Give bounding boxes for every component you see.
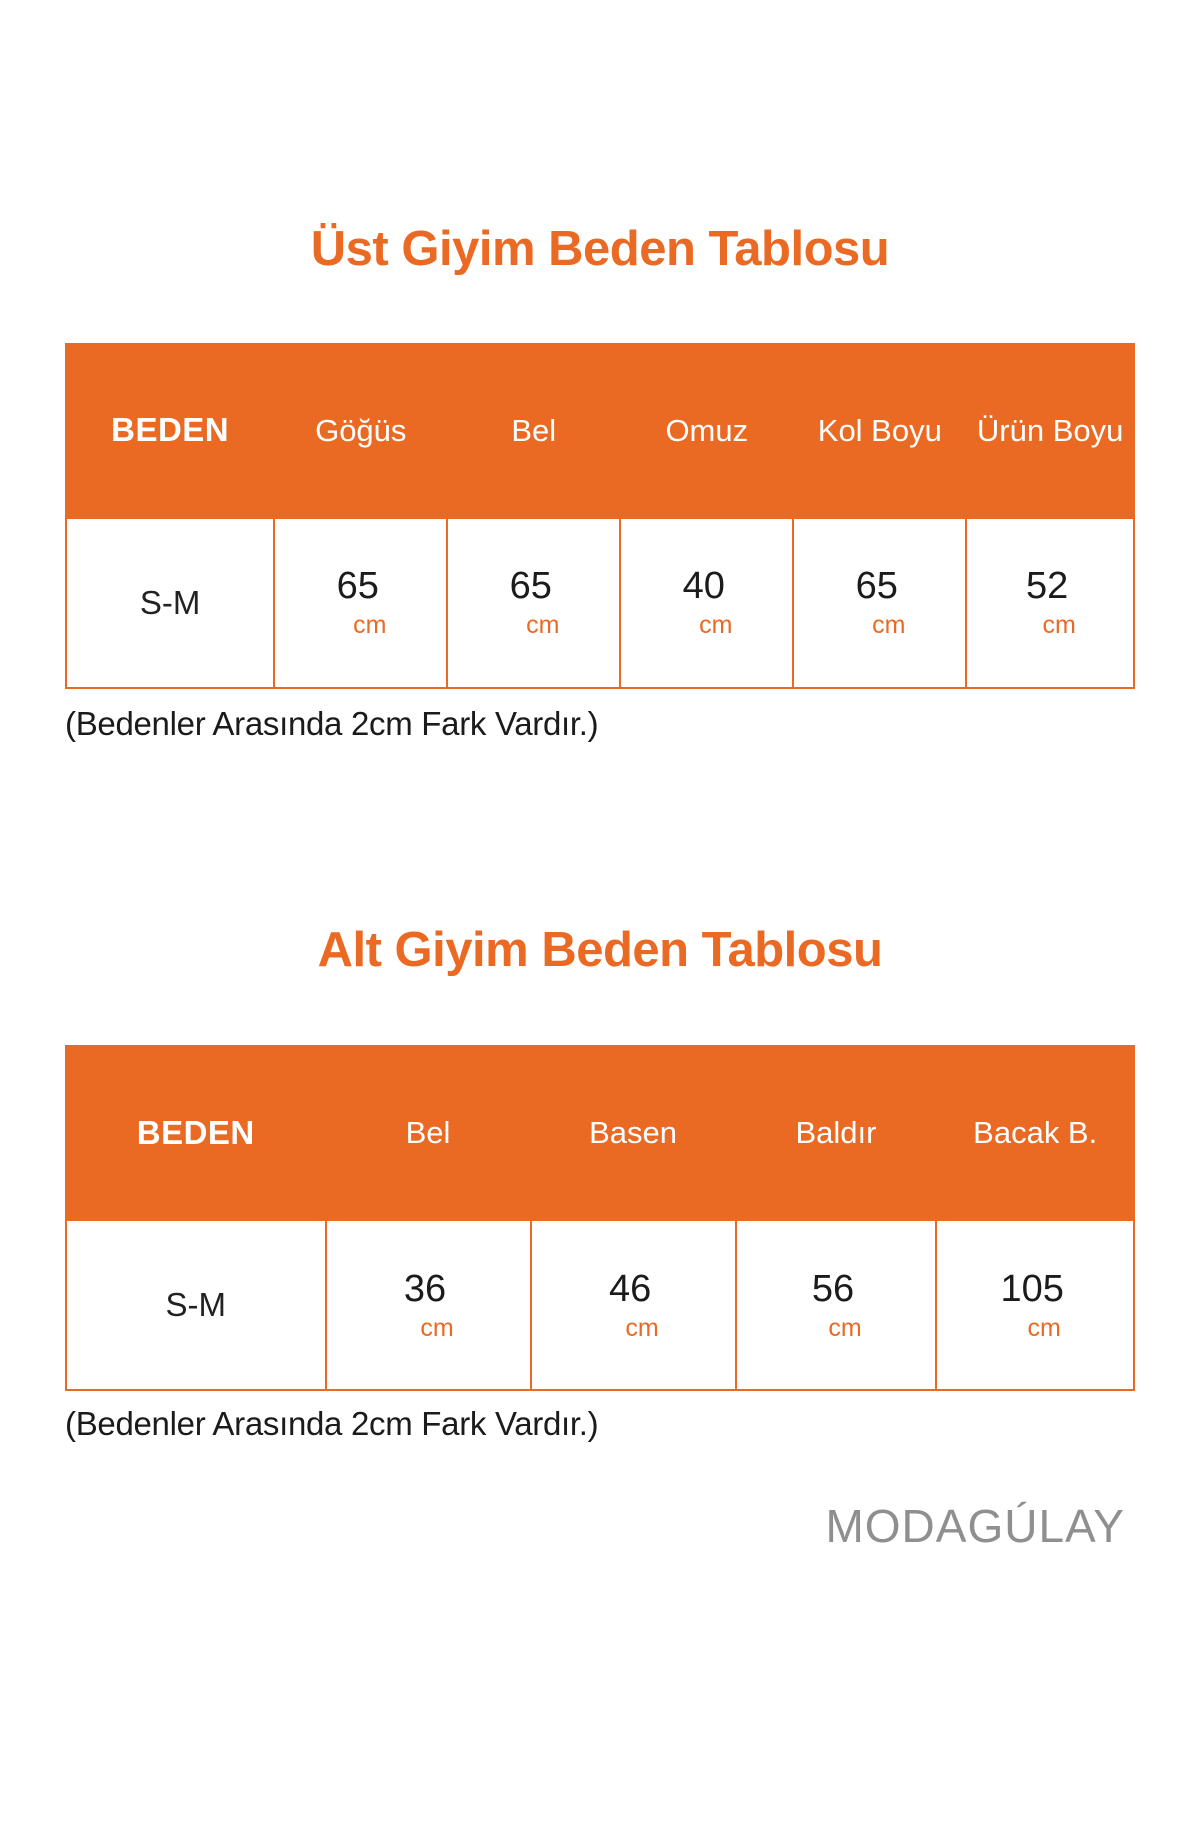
measurement: [448, 567, 619, 638]
lower-table-title: Alt Giyim Beden Tablosu: [317, 922, 883, 977]
lower-cell-basen: [531, 1220, 736, 1390]
measurement-unit: cm: [699, 611, 733, 640]
upper-cell-omuz: [620, 518, 793, 688]
measurement-value: 65: [336, 565, 379, 608]
upper-cell-kol-boyu: [793, 518, 966, 688]
measurement: [327, 1267, 530, 1342]
measurement-unit: cm: [828, 1313, 862, 1342]
measurement-value: 46: [608, 1267, 652, 1310]
measurement: [737, 1267, 936, 1342]
measurement-unit: cm: [420, 1313, 454, 1342]
measurement-unit: cm: [1027, 1313, 1061, 1342]
measurement-value: 52: [1026, 565, 1069, 608]
upper-row-size: S-M: [66, 518, 274, 688]
upper-header-gogus: Göğüs: [274, 344, 447, 518]
measurement-value: 56: [811, 1267, 855, 1310]
upper-table-body: [66, 518, 1134, 688]
lower-header-basen: Basen: [531, 1046, 736, 1220]
lower-header-beden: BEDEN: [66, 1046, 326, 1220]
upper-header-kol-boyu: Kol Boyu: [793, 344, 966, 518]
measurement-unit: cm: [526, 611, 560, 640]
lower-table-body: [66, 1220, 1134, 1390]
measurement-unit: cm: [872, 611, 906, 640]
upper-table-note: (Bedenler Arasında 2cm Fark Vardır.): [65, 704, 599, 742]
lower-cell-bel: [326, 1220, 531, 1390]
brand-logo: MODAGÚLAY: [825, 1500, 1125, 1553]
upper-cell-bel: [447, 518, 620, 688]
table-row: [66, 518, 1134, 688]
upper-table-title: Üst Giyim Beden Tablosu: [310, 221, 890, 276]
measurement: [794, 567, 965, 638]
size-chart-page: [0, 33, 1200, 1833]
measurement: [275, 567, 446, 638]
measurement-value: 40: [682, 565, 725, 608]
measurement: [532, 1267, 735, 1342]
measurement-unit: cm: [1042, 611, 1076, 640]
measurement: [621, 567, 792, 638]
upper-size-table: [65, 343, 1135, 689]
measurement-unit: cm: [625, 1313, 659, 1342]
lower-cell-bacak-boyu: [936, 1220, 1134, 1390]
lower-table-container: [65, 1045, 1135, 1391]
table-header-row: [66, 344, 1134, 518]
measurement: [967, 567, 1133, 638]
lower-row-size: S-M: [66, 1220, 326, 1390]
lower-header-bel: Bel: [326, 1046, 531, 1220]
table-header-row: [66, 1046, 1134, 1220]
upper-cell-urun-boyu: [966, 518, 1134, 688]
measurement: [937, 1267, 1133, 1342]
upper-table-container: [65, 343, 1135, 689]
measurement-value: 105: [1000, 1267, 1064, 1310]
lower-size-table: [65, 1045, 1135, 1391]
lower-cell-baldir: [736, 1220, 937, 1390]
upper-header-omuz: Omuz: [620, 344, 793, 518]
measurement-value: 36: [403, 1267, 447, 1310]
table-row: [66, 1220, 1134, 1390]
lower-header-bacak-b: Bacak B.: [936, 1046, 1134, 1220]
upper-table-head: [66, 344, 1134, 518]
lower-table-note: (Bedenler Arasında 2cm Fark Vardır.): [65, 1405, 599, 1443]
measurement-unit: cm: [353, 611, 387, 640]
lower-header-baldir: Baldır: [736, 1046, 937, 1220]
measurement-value: 65: [509, 565, 552, 608]
upper-header-urun-boyu: Ürün Boyu: [966, 344, 1134, 518]
upper-cell-gogus: [274, 518, 447, 688]
lower-table-head: [66, 1046, 1134, 1220]
measurement-value: 65: [855, 565, 898, 608]
upper-header-bel: Bel: [447, 344, 620, 518]
upper-header-beden: BEDEN: [66, 344, 274, 518]
